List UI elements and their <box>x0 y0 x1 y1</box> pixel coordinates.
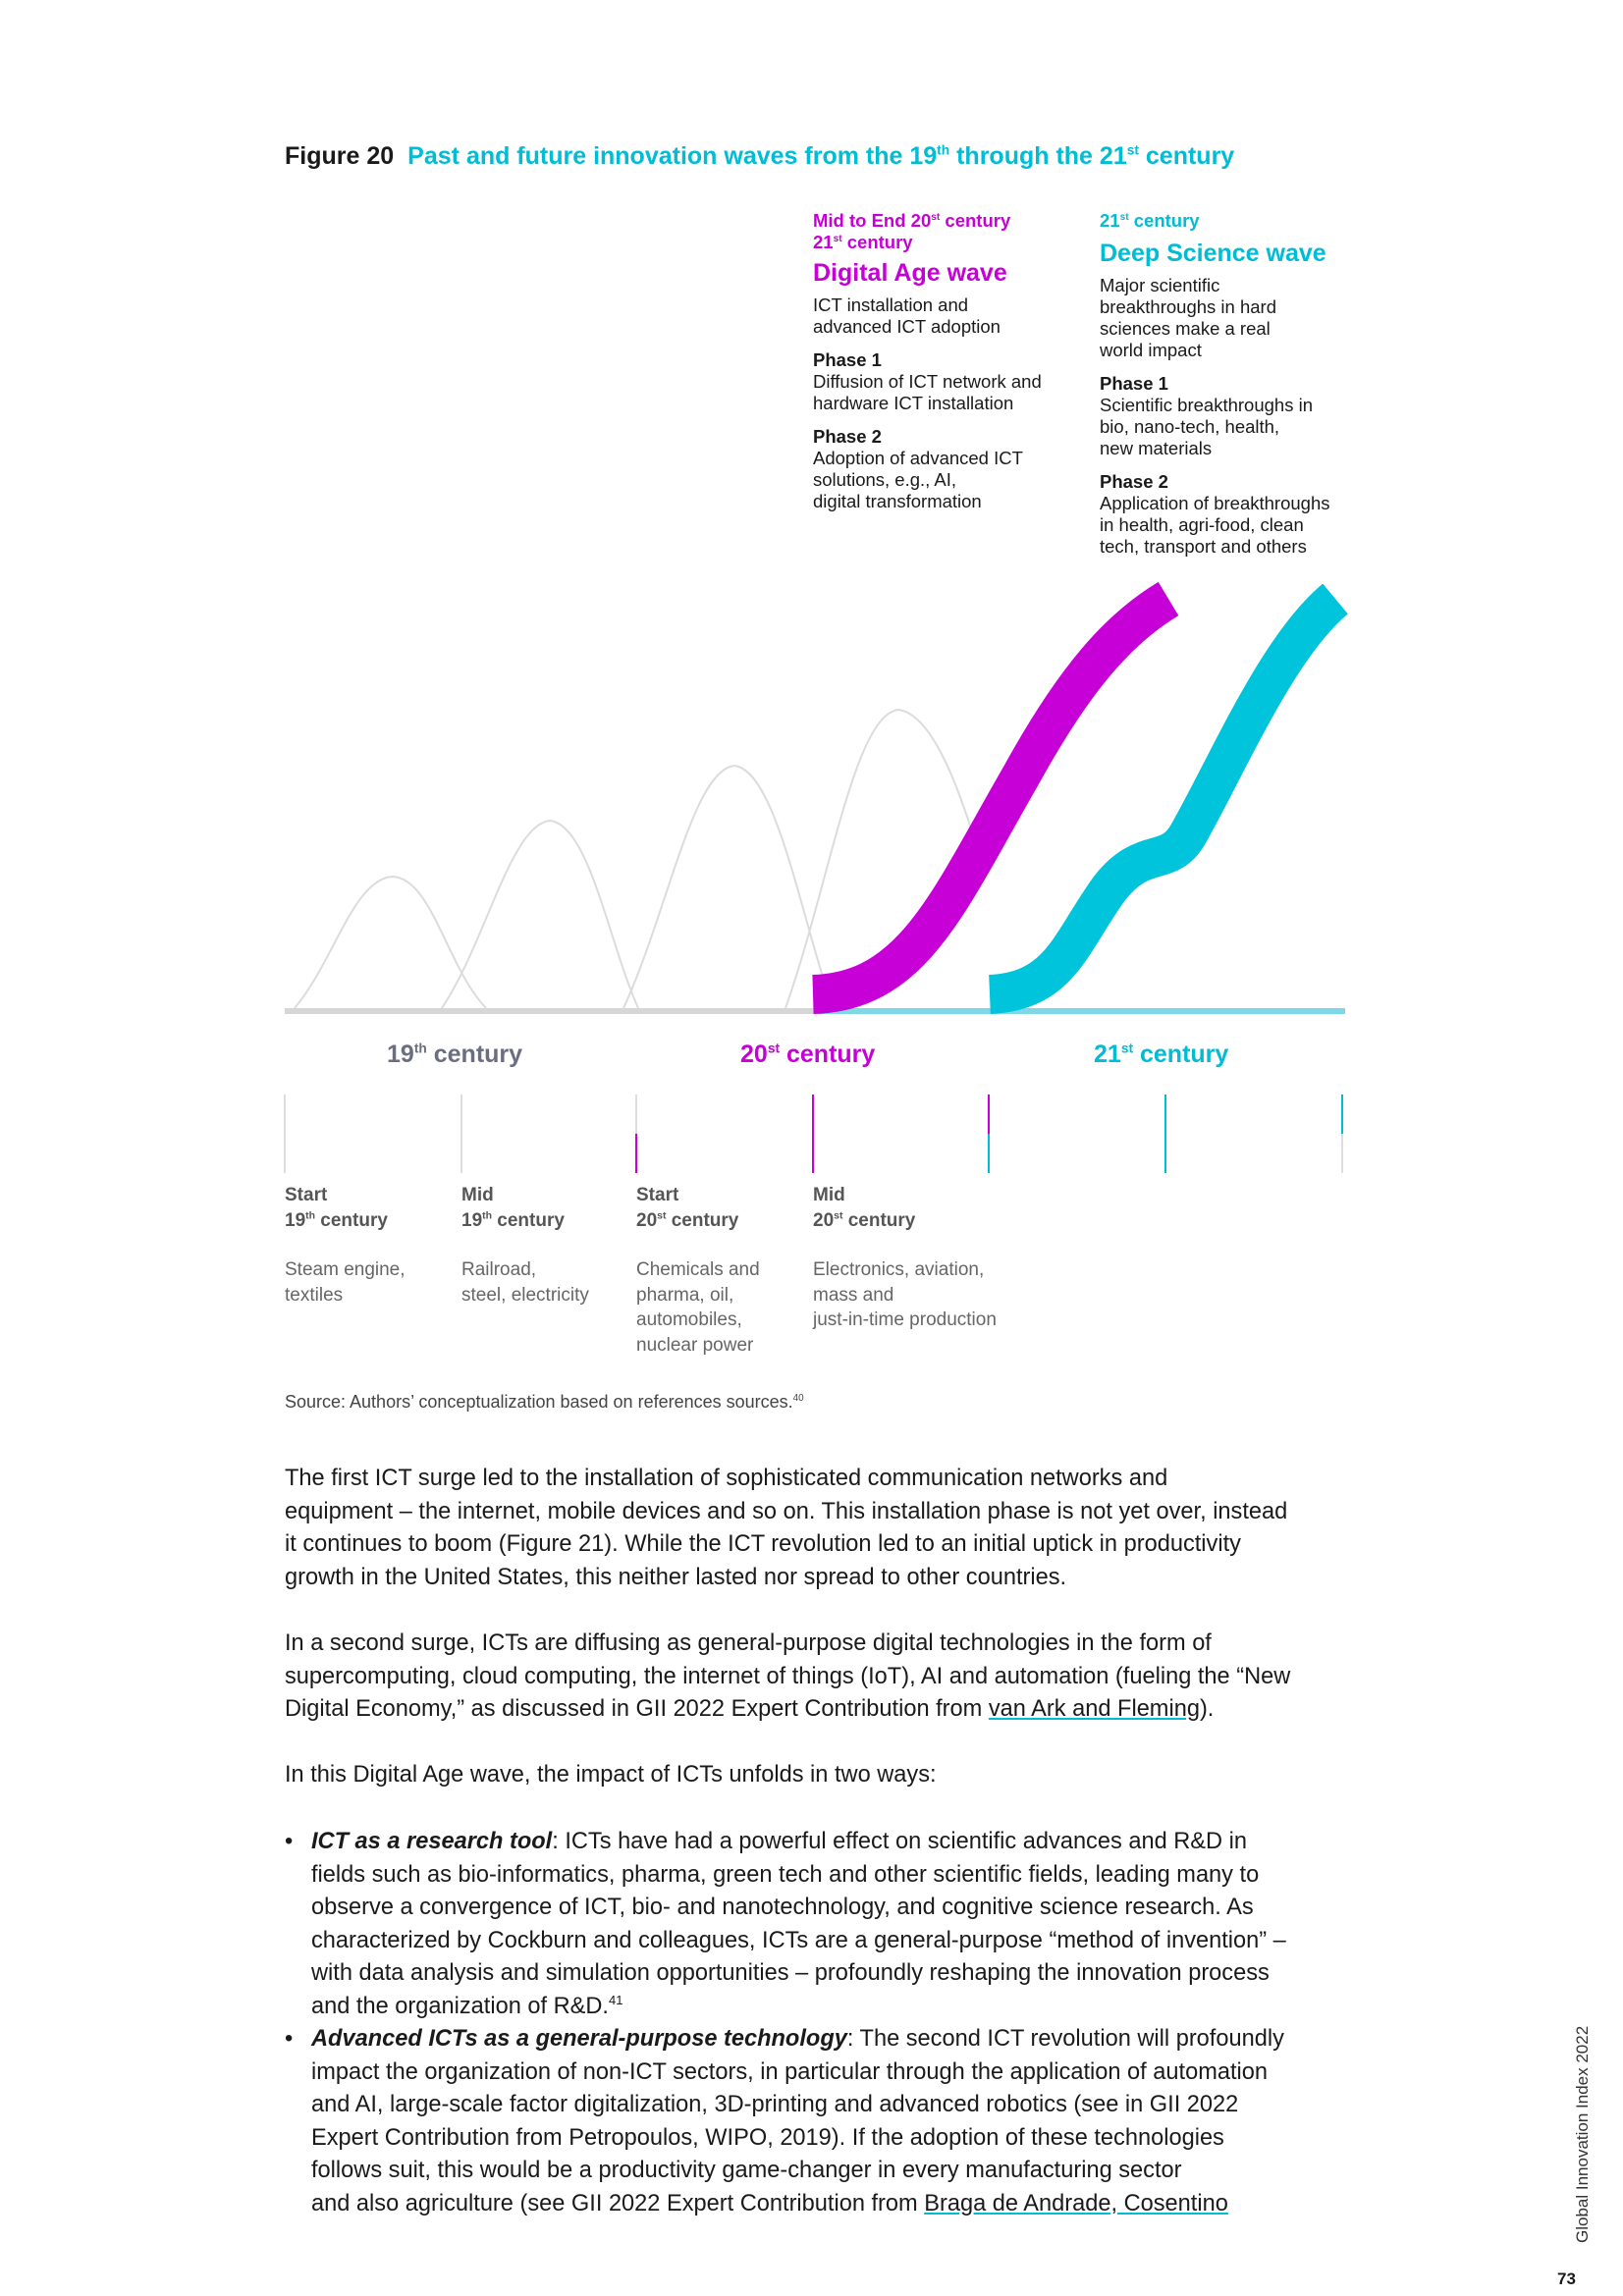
digital-wave-phase1-desc: Diffusion of ICT network and hardware ICT installation <box>813 371 1042 413</box>
bullet-advanced-icts: • Advanced ICTs as a general-purpose technology: The second ICT revolution will profoundly impact the organization of non-ICT sectors, in particular through the application of automation and AI, large-scale factor digitalization, 3D-printing and advanced robotics (see in GII 2022 Expert Contribution from Petropoulos, WIPO, 2019). If the adoption of these technologies follows suit, this would be a productivity game-changer in every manufacturing sector and also agriculture (see GII 2022 Expert Contribution from Braga de Andrade, Cosentino <box>285 2023 1365 2220</box>
paragraph-3: In this Digital Age wave, the impact of ICTs unfolds in two ways: <box>285 1762 937 1788</box>
deep-science-wave-curve <box>990 599 1335 994</box>
science-wave-name: Deep Science wave <box>1100 240 1326 267</box>
era-desc: Steam engine, textiles <box>285 1259 406 1306</box>
century-label-19th: 19th century <box>387 1041 523 1068</box>
science-wave-phase2-title: Phase 2 <box>1100 471 1168 492</box>
century-label-20th: 20st century <box>740 1041 876 1068</box>
era-desc: Railroad, steel, electricity <box>461 1259 589 1306</box>
paragraph-1: The first ICT surge led to the installation of sophisticated communication networks and equipment – the internet, mobile devices and so on. This installation phase is not yet over, instead it continues to boom (Figure 21). While the ICT revolution led to an initial uptick in productivity growth in the United States, this neither lasted nor spread to other countries. <box>285 1466 1288 1590</box>
paragraph-2: In a second surge, ICTs are diffusing as general-purpose digital technologies in the form of supercomputing, cloud computing, the internet of things (IoT), AI and automation (fueling the “New Digital Economy,” as discussed in GII 2022 Expert Contribution from van Ark and Fleming). <box>285 1630 1291 1722</box>
digital-wave-period-2: 21st century <box>813 232 913 252</box>
science-wave-period: 21st century <box>1100 210 1200 231</box>
era-title: Mid 20st century <box>813 1185 916 1231</box>
figure-source: Source: Authors’ conceptualization based on references sources.$^{40}$ <box>285 1392 804 1412</box>
link-braga-de-andrade[interactable]: Braga de Andrade, Cosentino <box>924 2190 1228 2216</box>
digital-wave-phase2-title: Phase 2 <box>813 426 882 447</box>
digital-wave-name: Digital Age wave <box>813 259 1007 287</box>
wave-start-19th <box>295 877 486 1008</box>
bullet-ict-research-tool: • ICT as a research tool: ICTs have had a powerful effect on scientific advances and R&D in fields such as bio-informatics, pharma, green tech and other scientific fields, leading many to observe a convergence of ICT, bio- and nanotechnology, and cognitive science research. As characterized by Cockburn and colleagues, ICTs are a general-purpose “method of invention” – with data analysis and simulation opportunities – profoundly reshaping the innovation process and the organization of R&D.$^{41}$ <box>285 1826 1365 2023</box>
era-column-2 <box>461 1183 633 1308</box>
era-desc: Electronics, aviation, mass and just-in-time production <box>813 1259 997 1330</box>
century-label-21st: 21st century <box>1094 1041 1229 1068</box>
science-wave-phase2-desc: Application of breakthroughs in health, agri-food, clean tech, transport and others <box>1100 493 1330 557</box>
figure-number: Figure 20 <box>285 142 395 170</box>
digital-wave-phase2-desc: Adoption of advanced ICT solutions, e.g., AI, digital transformation <box>813 448 1023 511</box>
era-title: Start 19th century <box>285 1185 388 1231</box>
era-column-3 <box>636 1183 808 1358</box>
science-wave-phase1-desc: Scientific breakthroughs in bio, nano-tech, health, new materials <box>1100 395 1313 458</box>
digital-age-wave-block <box>813 210 1098 524</box>
era-column-1 <box>285 1183 457 1308</box>
wave-mid-19th <box>442 821 638 1008</box>
wave-start-20th <box>623 766 833 1008</box>
era-title: Start 20st century <box>636 1185 739 1231</box>
bullet-list <box>285 1826 1365 2220</box>
era-column-4 <box>813 1183 1068 1333</box>
digital-wave-period: Mid to End 20st century <box>813 210 1011 231</box>
link-van-ark-fleming[interactable]: van Ark and Fleming <box>988 1696 1200 1722</box>
figure-caption: Past and future innovation waves from the 19th through the 21st century <box>407 142 1235 170</box>
science-wave-phase1-title: Phase 1 <box>1100 373 1168 394</box>
era-desc: Chemicals and pharma, oil, automobiles, nuclear power <box>636 1259 760 1356</box>
digital-wave-desc: ICT installation and advanced ICT adoption <box>813 294 1001 337</box>
publication-side-label: Global Innovation Index 2022 <box>1573 2025 1592 2243</box>
era-title: Mid 19th century <box>461 1185 565 1231</box>
page-number: 73 <box>1557 2269 1576 2288</box>
science-wave-desc: Major scientific breakthroughs in hard sciences make a real world impact <box>1100 275 1276 360</box>
digital-age-wave-curve <box>813 599 1168 994</box>
deep-science-wave-block <box>1100 210 1384 569</box>
digital-wave-phase1-title: Phase 1 <box>813 349 882 370</box>
